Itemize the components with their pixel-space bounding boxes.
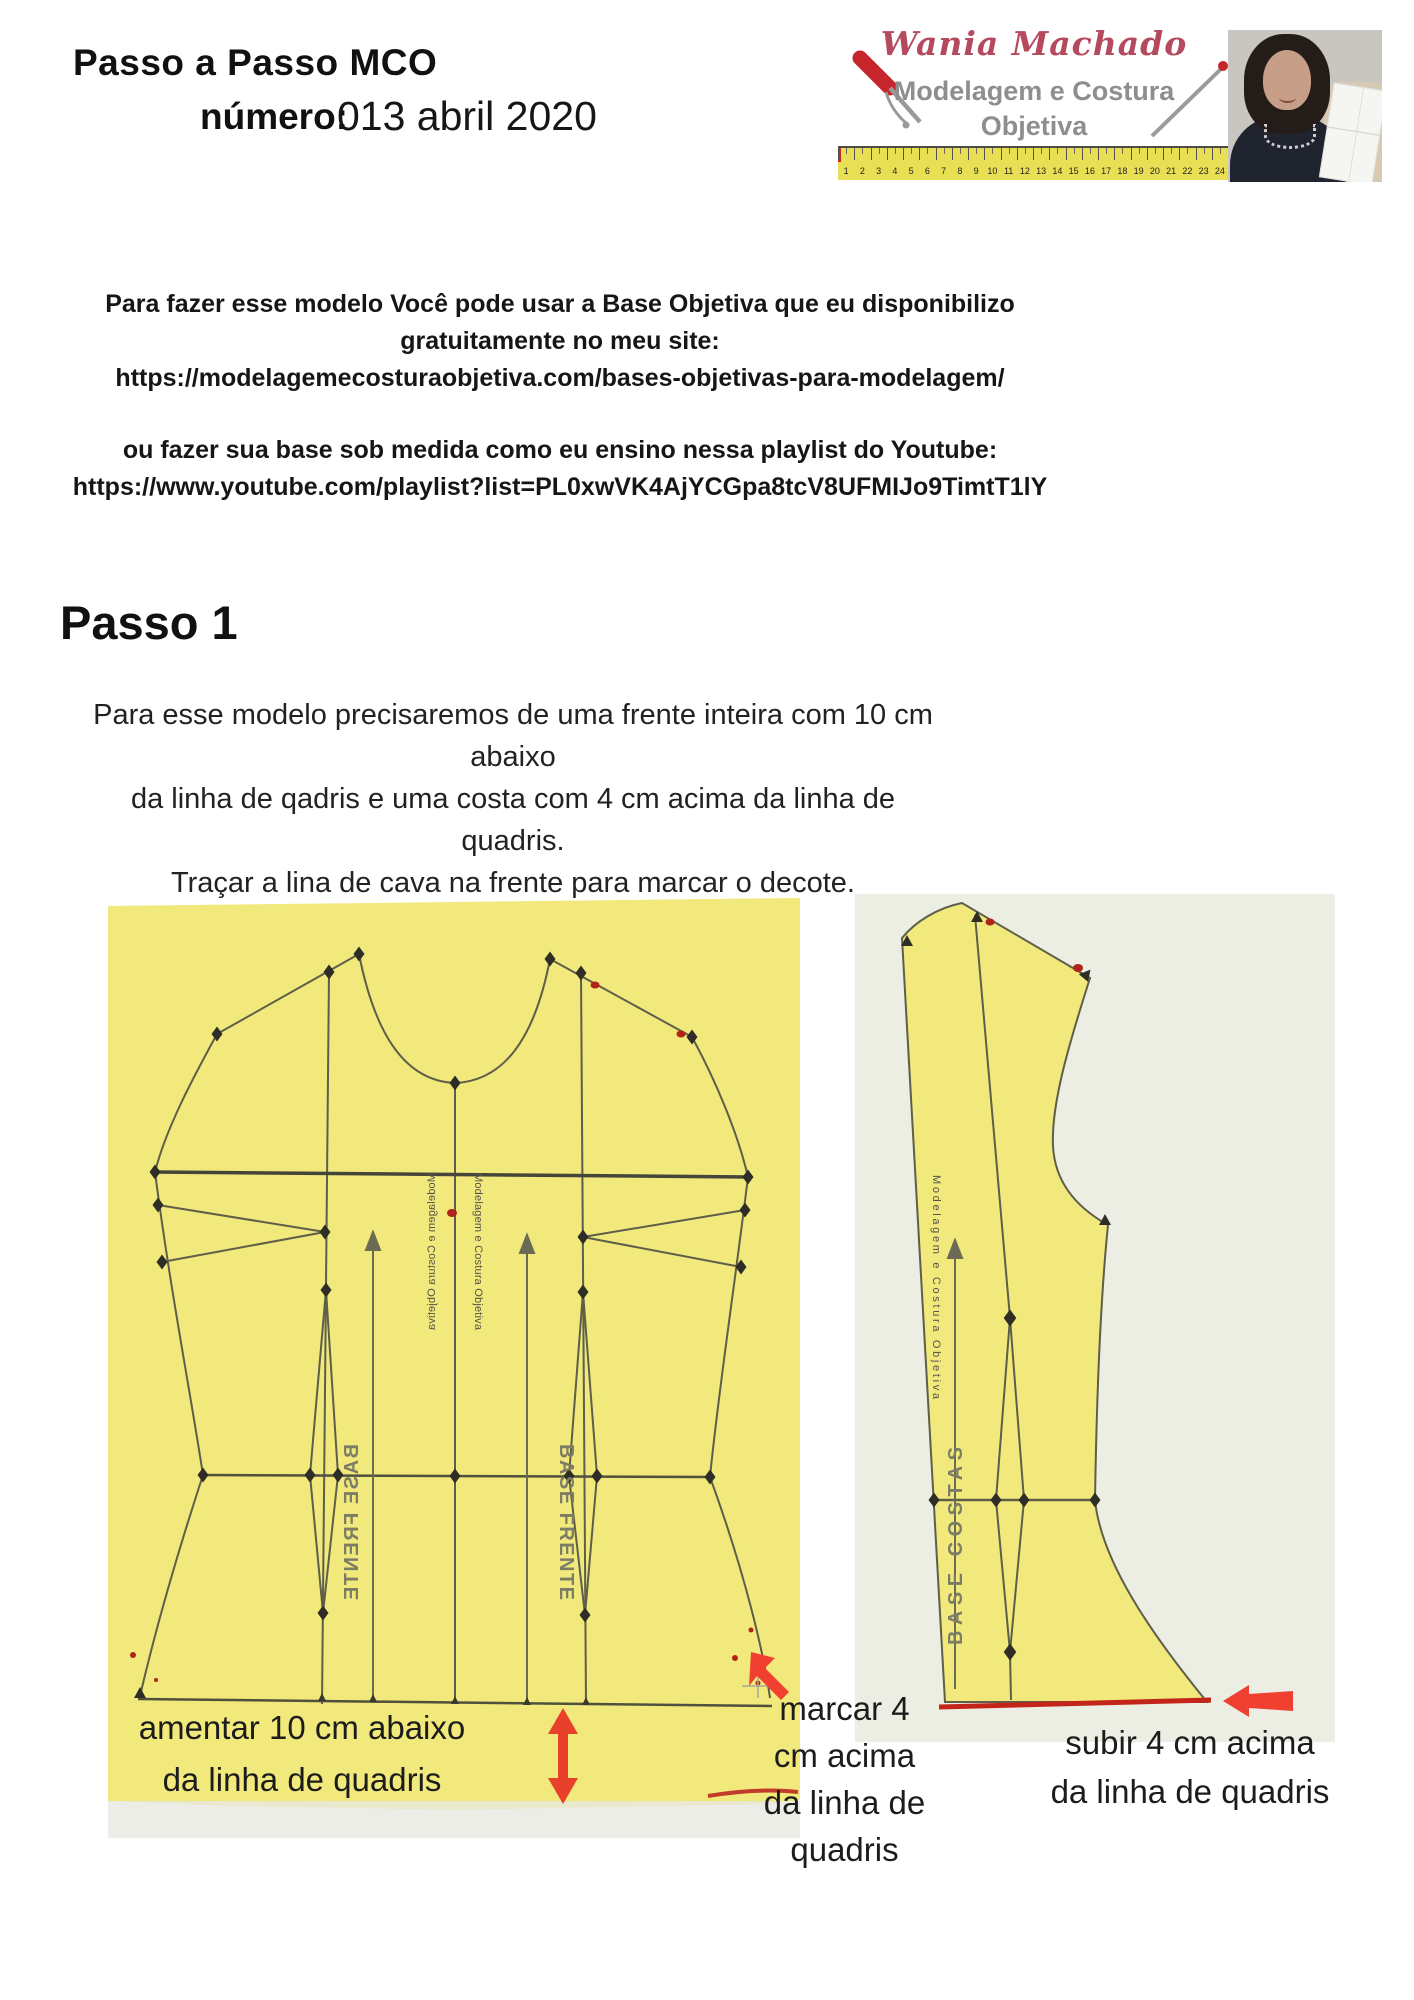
step-line-2: da linha de qadris e uma costa com 4 cm acima da linha de quadris. xyxy=(130,783,896,857)
tape-number: 15 xyxy=(1066,148,1082,180)
front-note-line1: amentar 10 cm abaixo xyxy=(138,1709,466,1746)
back-grain-label: BASE COSTAS xyxy=(945,1445,967,1645)
note-marcar-line4: quadris xyxy=(790,1831,899,1868)
page-title: Passo a Passo MCO xyxy=(73,42,438,83)
intro-line-2: gratuitamente no meu site: xyxy=(400,327,720,355)
tape-number: 9 xyxy=(968,148,984,180)
step-heading: Passo 1 xyxy=(60,596,238,649)
tape-number: 12 xyxy=(1017,148,1033,180)
step-line-1: Para esse modelo precisaremos de uma frente inteira com 10 cm abaixo xyxy=(93,699,933,773)
tape-number: 1 xyxy=(838,148,854,180)
author-photo xyxy=(1228,30,1382,182)
note-subir-line1: subir 4 cm acima xyxy=(1065,1724,1315,1761)
intro-block-site xyxy=(60,286,1060,397)
brand-subtitle-1: Modelagem e Costura xyxy=(893,76,1175,106)
note-subir xyxy=(1000,1718,1380,1816)
front-grain-label-mirrored: BASE FRENTE xyxy=(341,1444,363,1602)
brand-subtitle-2: Objetiva xyxy=(980,111,1088,141)
front-pattern-diagram xyxy=(108,898,800,1838)
tape-number: 21 xyxy=(1163,148,1179,180)
tape-number: 18 xyxy=(1114,148,1130,180)
back-pattern-diagram xyxy=(855,894,1335,1742)
step-line-3: Traçar a lina de cava na frente para marcar o decote. xyxy=(170,867,855,899)
measuring-tape xyxy=(838,146,1228,180)
front-note-line2: da linha de quadris xyxy=(162,1761,442,1798)
note-marcar-line2: cm acima xyxy=(773,1737,916,1774)
step-body xyxy=(78,694,948,904)
tape-number: 19 xyxy=(1131,148,1147,180)
tape-number: 13 xyxy=(1033,148,1049,180)
tape-number: 4 xyxy=(887,148,903,180)
tape-number: 23 xyxy=(1196,148,1212,180)
intro-block-youtube xyxy=(60,432,1060,506)
front-watermark-mirrored: Modelagem e Costura Objetiva xyxy=(426,1173,438,1331)
tape-number: 20 xyxy=(1147,148,1163,180)
tape-number: 16 xyxy=(1082,148,1098,180)
tape-number: 14 xyxy=(1049,148,1065,180)
tape-number: 11 xyxy=(1001,148,1017,180)
note-subir-line2: da linha de quadris xyxy=(1050,1773,1330,1810)
youtube-url: https://www.youtube.com/playlist?list=PL0xwVK4AjYCGpa8tcV8UFMIJo9TimtT1lY xyxy=(72,473,1048,501)
mouth xyxy=(1279,92,1296,103)
issue-number-label: número: xyxy=(200,96,348,137)
tape-number: 22 xyxy=(1179,148,1195,180)
site-url: https://modelagemecosturaobjetiva.com/bases-objetivas-para-modelagem/ xyxy=(115,364,1005,392)
front-watermark: Modelagem e Costura Objetiva xyxy=(472,1173,484,1331)
intro-line-3: ou fazer sua base sob medida como eu ensino nessa playlist do Youtube: xyxy=(122,436,998,464)
tape-number: 24 xyxy=(1212,148,1228,180)
tape-number: 10 xyxy=(984,148,1000,180)
intro-line-1: Para fazer esse modelo Você pode usar a Base Objetiva que eu disponibilizo xyxy=(105,290,1015,318)
tape-number: 6 xyxy=(919,148,935,180)
note-marcar-line1: marcar 4 xyxy=(779,1690,910,1727)
tape-number: 7 xyxy=(936,148,952,180)
note-marcar-line3: da linha de xyxy=(763,1784,926,1821)
tape-number: 2 xyxy=(854,148,870,180)
necklace xyxy=(1264,124,1316,149)
front-grain-label: BASE FRENTE xyxy=(555,1444,577,1602)
note-marcar xyxy=(762,1685,927,1873)
back-watermark: Modelagem e Costura Objetiva xyxy=(930,1175,942,1400)
issue-number-value: 013 abril 2020 xyxy=(337,93,597,139)
tape-number: 17 xyxy=(1098,148,1114,180)
tape-number: 5 xyxy=(903,148,919,180)
tape-number: 8 xyxy=(952,148,968,180)
brand-script-name: Wania Machado xyxy=(880,24,1188,63)
tape-number: 3 xyxy=(871,148,887,180)
